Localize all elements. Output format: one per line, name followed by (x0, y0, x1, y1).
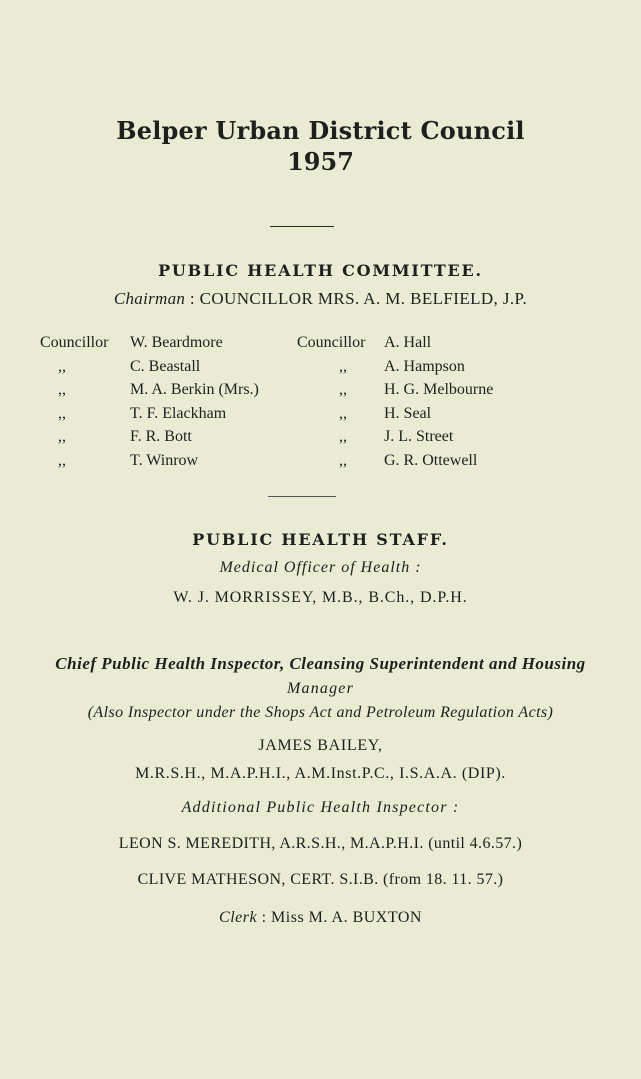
chief-inspector-also: (Also Inspector under the Shops Act and Petroleum Regulation Acts) (87, 704, 554, 721)
council-title: Belper Urban District Council (116, 116, 525, 145)
chief-inspector-title-cont: Manager (286, 680, 355, 697)
member-name: A. Hampson (384, 357, 465, 375)
councillor-label: Councillor (40, 334, 109, 351)
clerk-line (0, 909, 641, 927)
chairman-separator: : (185, 289, 200, 308)
member-name: T. Winrow (130, 451, 199, 469)
divider-rule (270, 226, 334, 227)
staff-heading: PUBLIC HEALTH STAFF. (192, 530, 449, 549)
ditto-mark: ,, (58, 357, 66, 375)
chief-inspector-qualifications: M.R.S.H., M.A.P.H.I., A.M.Inst.P.C., I.S.A.A. (DIP). (135, 765, 506, 782)
member-name: W. Beardmore (130, 334, 223, 351)
ditto-mark: ,, (58, 381, 66, 398)
medical-officer-name: W. J. MORRISSEY, M.B., B.Ch., D.P.H. (173, 589, 468, 606)
year: 1957 (287, 147, 354, 176)
clerk-name: Miss M. A. BUXTON (271, 909, 422, 926)
right-names-column (384, 331, 493, 472)
ditto-mark: ,, (58, 428, 66, 445)
additional-inspector-2: CLIVE MATHESON, CERT. S.I.B. (from 18. 11. 57.) (137, 871, 504, 888)
chief-inspector-name: JAMES BAILEY, (258, 737, 383, 754)
clerk-separator: : (257, 909, 272, 926)
member-name: H. Seal (384, 404, 432, 422)
chairman-name: COUNCILLOR MRS. A. M. BELFIELD, J.P. (199, 289, 528, 308)
member-name: J. L. Street (384, 428, 454, 445)
chairman-label: Chairman (113, 289, 186, 308)
chief-inspector-title: Chief Public Health Inspector, Cleansing Superintendent and Housing (55, 654, 586, 673)
right-labels-column (297, 331, 365, 472)
clerk-label: Clerk (219, 909, 258, 926)
medical-officer-title: Medical Officer of Health : (219, 559, 422, 576)
divider-rule (268, 496, 336, 497)
member-name: A. Hall (384, 334, 432, 351)
ditto-mark: ,, (58, 451, 66, 469)
additional-inspector-title: Additional Public Health Inspector : (181, 799, 460, 816)
councillor-label: Councillor (297, 334, 366, 351)
chairman-line (0, 289, 641, 309)
ditto-mark: ,, (339, 428, 347, 445)
committee-heading: PUBLIC HEALTH COMMITTEE. (158, 261, 483, 280)
member-name: M. A. Berkin (Mrs.) (130, 381, 259, 398)
member-name: T. F. Elackham (130, 404, 227, 422)
ditto-mark: ,, (339, 404, 347, 422)
member-name: H. G. Melbourne (384, 381, 494, 398)
additional-inspector-1: LEON S. MEREDITH, A.R.S.H., M.A.P.H.I. (until 4.6.57.) (118, 835, 523, 852)
member-name: F. R. Bott (130, 428, 192, 445)
member-name: C. Beastall (130, 357, 201, 375)
left-labels-column (40, 331, 108, 472)
member-name: G. R. Ottewell (384, 451, 478, 469)
left-names-column (130, 331, 259, 472)
ditto-mark: ,, (58, 404, 66, 422)
ditto-mark: ,, (339, 451, 347, 469)
ditto-mark: ,, (339, 381, 347, 398)
ditto-mark: ,, (339, 357, 347, 375)
